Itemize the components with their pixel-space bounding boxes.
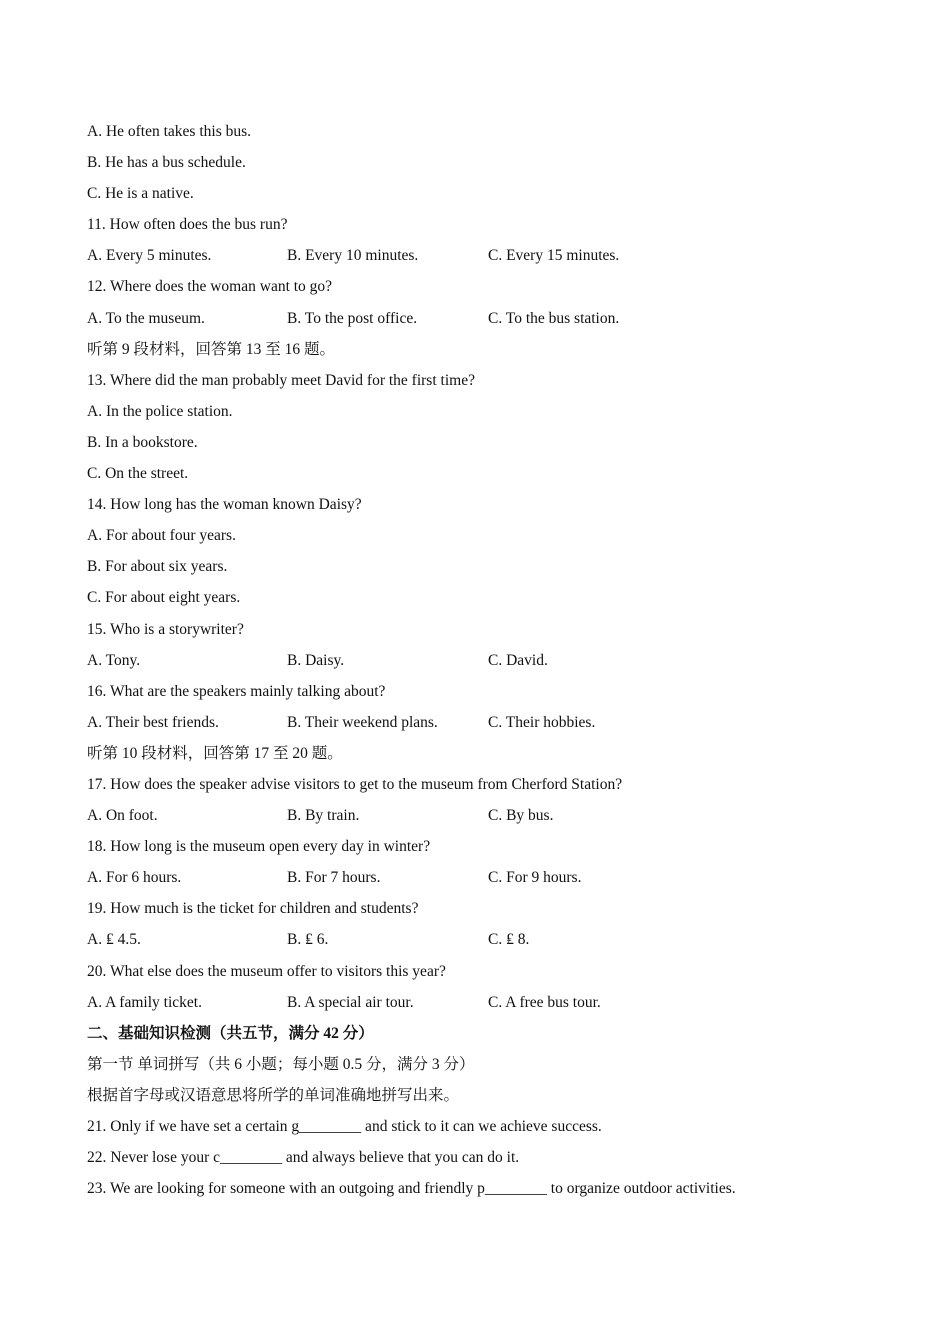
text-line: 20. What else does the museum offer to visitors this year? — [87, 962, 446, 980]
text-line: 19. How much is the ticket for children and students? — [87, 900, 419, 918]
option-a: A. Their best friends. — [87, 713, 219, 731]
option-b: B. Their weekend plans. — [287, 713, 438, 731]
option-a: A. ₤ 4.5. — [87, 931, 141, 949]
text-line: 22. Never lose your c________ and always believe that you can do it. — [87, 1149, 520, 1167]
text-line: A. He often takes this bus. — [87, 123, 252, 140]
option-row — [87, 800, 887, 831]
text-line: C. He is a native. — [87, 185, 194, 203]
option-b: B. Daisy. — [287, 651, 345, 669]
text-line: 23. We are looking for someone with an outgoing and friendly p________ to organize outdoor activities. — [87, 1180, 736, 1198]
text-line: 听第 9 段材料，回答第 13 至 16 题。 — [87, 340, 336, 358]
option-b: B. A special air tour. — [287, 993, 414, 1011]
option-a: A. For 6 hours. — [87, 869, 182, 887]
text-line: 听第 10 段材料，回答第 17 至 20 题。 — [87, 744, 343, 762]
option-c: C. For 9 hours. — [488, 869, 582, 887]
option-a: A. On foot. — [87, 807, 158, 825]
option-c: C. ₤ 8. — [488, 931, 530, 949]
option-a: A. To the museum. — [87, 309, 205, 327]
option-row — [87, 924, 887, 955]
option-row — [87, 862, 887, 893]
text-line: C. On the street. — [87, 465, 189, 483]
text-line: 13. Where did the man probably meet David for the first time? — [87, 371, 475, 389]
text-line: A. For about four years. — [87, 527, 236, 545]
text-line: 14. How long has the woman known Daisy? — [87, 496, 362, 514]
text-line: 18. How long is the museum open every day in winter? — [87, 838, 431, 856]
option-b: B. To the post office. — [287, 309, 418, 327]
option-c: C. To the bus station. — [488, 309, 620, 327]
text-line: 15. Who is a storywriter? — [87, 620, 244, 638]
option-row — [87, 707, 887, 738]
option-a: A. A family ticket. — [87, 993, 202, 1011]
text-line: 根据首字母或汉语意思将所学的单词准确地拼写出来。 — [87, 1086, 460, 1104]
text-line: 12. Where does the woman want to go? — [87, 278, 333, 296]
option-b: B. For 7 hours. — [287, 869, 381, 887]
text-line: 11. How often does the bus run? — [87, 216, 288, 234]
section-heading: 二、基础知识检测（共五节，满分 42 分） — [87, 1024, 374, 1042]
option-row — [87, 303, 887, 334]
option-row — [87, 645, 887, 676]
text-line: 17. How does the speaker advise visitors to get to the museum from Cherford Station? — [87, 775, 623, 793]
text-line: 16. What are the speakers mainly talking about? — [87, 682, 386, 700]
option-a: A. Every 5 minutes. — [87, 247, 212, 265]
text-line: B. For about six years. — [87, 558, 228, 576]
option-c: C. A free bus tour. — [488, 993, 601, 1011]
option-b: B. By train. — [287, 807, 360, 825]
option-b: B. Every 10 minutes. — [287, 247, 419, 265]
option-c: C. David. — [488, 651, 548, 669]
option-c: C. By bus. — [488, 807, 554, 825]
option-b: B. ₤ 6. — [287, 931, 329, 949]
text-line: 21. Only if we have set a certain g________ and stick to it can we achieve success. — [87, 1118, 602, 1135]
option-c: C. Every 15 minutes. — [488, 247, 620, 265]
text-line: 第一节 单词拼写（共 6 小题；每小题 0.5 分，满分 3 分） — [87, 1055, 475, 1073]
text-line: C. For about eight years. — [87, 589, 241, 607]
text-line: A. In the police station. — [87, 402, 233, 420]
option-row — [87, 240, 887, 271]
option-a: A. Tony. — [87, 651, 141, 669]
text-line: B. He has a bus schedule. — [87, 154, 246, 172]
text-line: B. In a bookstore. — [87, 433, 198, 451]
option-c: C. Their hobbies. — [488, 713, 596, 731]
option-row — [87, 987, 887, 1018]
document-page — [87, 116, 887, 1204]
